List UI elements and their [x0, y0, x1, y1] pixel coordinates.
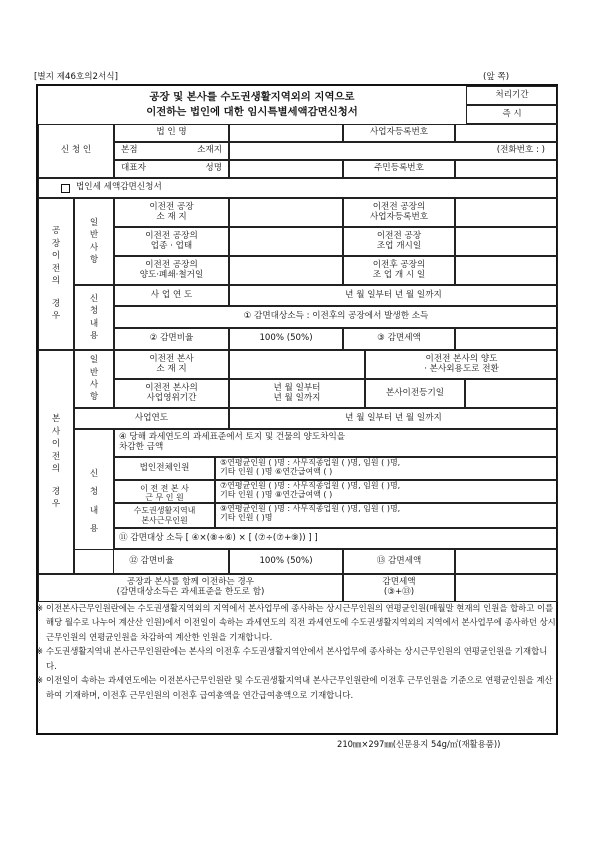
capital-hq-staff-detail[interactable]	[215, 503, 558, 528]
hq-prev-period-field[interactable]	[229, 379, 365, 408]
corp-name-label: 법 인 명	[114, 124, 229, 142]
label-line: 이전전 공장	[376, 230, 422, 241]
hq-transfer-gain-row	[114, 429, 558, 457]
hq-tax-label: ⑬ 감면세액	[343, 549, 455, 574]
label-line: 차감한 금액	[119, 442, 164, 452]
factory-tax-field[interactable]	[455, 328, 558, 350]
biz-reg-no-field[interactable]	[455, 124, 558, 142]
application-title: 법인세 세액감면신청서	[76, 182, 162, 193]
label-line: 본사근무인원	[141, 515, 188, 525]
apply-char: 청	[89, 487, 99, 498]
factory-prev-start-field[interactable]	[455, 227, 558, 256]
both-tax-label	[343, 574, 455, 602]
hq-side-char: 사	[51, 426, 61, 437]
rep-label-b: 성명	[205, 163, 222, 174]
note-item	[36, 601, 558, 644]
hq-biz-year-period[interactable]: 년 월 일부터 년 월 일까지	[229, 408, 558, 429]
general-char: 사	[89, 380, 99, 390]
hq-location-field[interactable]	[229, 142, 558, 160]
label-line: 근 무 인 원	[145, 493, 184, 503]
label-line: 이전전 공장의	[145, 259, 198, 270]
general-char: 반	[89, 367, 99, 378]
note-item	[36, 673, 558, 702]
processing-period-value: 즉 시	[466, 105, 558, 124]
hq-prev-period-label	[114, 379, 229, 408]
apply-char: 내	[89, 318, 99, 329]
apply-char: 용	[89, 330, 99, 341]
corp-total-detail[interactable]	[215, 457, 558, 480]
factory-rate-value: 100% (50%)	[229, 328, 343, 350]
apply-char: 신	[89, 468, 99, 479]
hq-side-char: 이	[51, 439, 61, 450]
factory-side-label	[38, 198, 74, 350]
factory-biz-year-period[interactable]: 년 월 일부터 년 월 일까지	[229, 285, 558, 306]
label-line: 소 재 지	[156, 211, 187, 222]
applicant-section-label: 신 청 인	[38, 124, 114, 178]
hq-side-char: 의	[51, 464, 61, 475]
factory-prev-transfer-label	[114, 256, 229, 285]
factory-prev-bizno-label	[343, 198, 455, 227]
general-char: 일	[89, 217, 99, 228]
corp-total-label: 법인전체인원	[114, 457, 215, 480]
factory-rate-label: ② 감면비율	[114, 328, 229, 350]
factory-after-start-field[interactable]	[455, 256, 558, 285]
prev-hq-staff-detail[interactable]	[215, 480, 558, 503]
note-text: 수도권생활지역내 본사근무인원란에는 본사의 이전후 수도권생활지역안에서 본사업무에 종사하는 상시근무인원의 연평균인원을 기재합니다.	[46, 646, 548, 671]
hq-side-char: 경	[51, 486, 61, 497]
hq-prev-location-label	[114, 350, 229, 379]
factory-prev-location-field[interactable]	[229, 198, 343, 227]
notes-section	[36, 601, 558, 702]
hq-side-char: 본	[51, 414, 61, 425]
label-line: 사업자등록번호	[369, 211, 429, 222]
form-number: [별지 제46호의2서식]	[34, 72, 118, 82]
hq-side-char: 전	[51, 451, 61, 462]
hq-side-label	[38, 350, 74, 574]
note-item	[36, 644, 558, 673]
detail-line: 기타 인원 ( )명 ⑥연간급여액 ( )	[220, 467, 333, 477]
hq-rate-value: 100% (50%)	[229, 549, 343, 574]
hq-transfer-use-label	[365, 350, 558, 379]
factory-side-char: 전	[51, 263, 61, 274]
label-line: 조업 개시일	[376, 240, 422, 251]
factory-after-start-label	[343, 256, 455, 285]
label-line: · 본사외용도로 전환	[424, 363, 499, 374]
resident-no-field[interactable]	[455, 160, 558, 178]
label-line: 이전전 본사의 양도	[425, 353, 498, 364]
hq-formula-row: ⑪ 감면대상 소득 [ ④×(⑧÷⑥) × [ (⑦÷(⑦+⑨)) ] ]	[114, 528, 558, 549]
label-line: 이전전 공장의	[145, 230, 198, 241]
label-line: 조 업 개 시 일	[372, 269, 426, 280]
hq-side-char: 우	[51, 499, 61, 510]
phone-number-label: (전화번호 : )	[496, 145, 545, 156]
rep-label-a: 대표자	[121, 163, 146, 174]
biz-reg-no-label: 사업자등록번호	[343, 124, 455, 142]
factory-prev-industry-label	[114, 227, 229, 256]
factory-side-char: 공	[51, 226, 61, 237]
prev-hq-staff-label	[114, 480, 215, 503]
hq-location-label	[114, 142, 229, 160]
label-line: 소 재 지	[156, 363, 187, 374]
hq-move-date-field[interactable]	[465, 379, 558, 408]
label-line: 이전전 본사의	[145, 382, 198, 393]
hq-rate-label: ⑫ 감면비율	[74, 549, 229, 574]
label-line: 이전전 본사	[149, 353, 194, 364]
label-line: 사업영위기간	[146, 392, 197, 403]
factory-side-char: 장	[51, 238, 61, 249]
label-line: 수도권생활지역내	[133, 506, 196, 516]
note-text: 이전일이 속하는 과세연도에는 이전본사근무인원란 및 수도권생활지역내 본사근무인원란에 이전후 근무인원을 기준으로 연평균인원을 계산하여 기재하며, 이전후 근무인원의 이전후 급여총액을 연간급여총액으로 기재합니다.	[46, 675, 553, 700]
label-line: 공장과 본사를 함께 이전하는 경우	[126, 577, 255, 588]
hq-prev-location-field[interactable]	[229, 350, 365, 379]
label-line: 업종 · 업태	[150, 240, 193, 251]
general-char: 반	[89, 230, 99, 241]
general-char: 항	[89, 392, 99, 403]
detail-line: ⑦연평균인원 ( )명 : 사무직종업원 ( )명, 임원 ( )명,	[220, 481, 401, 490]
hq-label-b: 소재지	[197, 145, 222, 156]
factory-side-char: 이	[51, 251, 61, 262]
detail-line: ⑨연평균인원 ( )명 : 사무직종업원 ( )명, 임원 ( )명,	[220, 504, 401, 513]
checkbox-mark[interactable]	[61, 184, 70, 193]
note-mark: ※	[36, 646, 44, 657]
note-mark: ※	[36, 603, 44, 613]
general-char: 사	[89, 242, 99, 253]
hq-tax-field[interactable]	[455, 549, 558, 574]
detail-line: ⑤연평균인원 ( )명 : 사무직종업원 ( )명, 임원 ( )명,	[220, 458, 401, 467]
corp-name-field[interactable]	[229, 124, 343, 142]
general-char: 항	[89, 254, 99, 265]
both-tax-field[interactable]	[455, 574, 558, 602]
factory-biz-year-label: 사 업 연 도	[114, 285, 229, 306]
factory-prev-transfer-field[interactable]	[229, 256, 343, 285]
hq-biz-year-label: 사업연도	[74, 408, 229, 429]
label-line: 양도·폐쇄·철거일	[139, 269, 204, 280]
note-text: 이전본사근무인원란에는 수도권생활지역외의 지역에서 본사업무에 종사하는 상시근무인원의 연평균인원(매월말 현재의 인원을 합하고 이를 해당 월수로 나누어 계산산 인원)에서 이전일이 속하는 과세연도의 직전 과세연도에 수도권생활지역외의 지역에서 본사업무에 종사하던 상시근무인원의 연평균인원을 차감하여 계산한 인원을 기재합니다.	[46, 603, 556, 642]
apply-char: 내	[89, 505, 99, 516]
general-char: 일	[89, 355, 99, 366]
paper-size-footer: 210㎜×297㎜(신문용지 54g/㎡(재활용품))	[337, 739, 501, 749]
factory-general-label	[74, 198, 114, 285]
label-line: 이전후 공장의	[372, 259, 426, 270]
label-line: ④ 당해 과세연도의 과세표준에서 토지 및 건물의 양도차익을	[119, 432, 346, 443]
factory-tax-label: ③ 감면세액	[343, 328, 455, 350]
detail-line: 기타 인원 ( )명	[220, 513, 273, 523]
apply-char: 청	[89, 306, 99, 317]
factory-prev-bizno-field[interactable]	[455, 198, 558, 227]
both-move-label	[38, 574, 343, 602]
factory-side-char: 의	[51, 276, 61, 287]
representative-field[interactable]	[229, 160, 343, 178]
label-line: 이전전 공장의	[372, 201, 426, 212]
note-mark: ※	[36, 675, 44, 686]
factory-apply-label	[74, 285, 114, 350]
resident-no-label: 주민등록번호	[343, 160, 455, 178]
factory-side-char: 경	[51, 298, 61, 309]
form-title	[38, 86, 466, 124]
title-line-2: 이전하는 법인에 대한 임시특별세액감면신청서	[146, 106, 358, 118]
factory-prev-industry-field[interactable]	[229, 227, 343, 256]
detail-line: 기타 인원 ( )명 ⑧연간급여액 ( )	[220, 490, 333, 500]
factory-income-row: ① 감면대상소득 : 이전후의 공장에서 발생한 소득	[114, 306, 558, 328]
capital-hq-staff-label	[114, 503, 215, 528]
label-line: 이전전 공장	[149, 201, 194, 212]
hq-general-label	[74, 350, 114, 408]
representative-label	[114, 160, 229, 178]
factory-side-char: 우	[51, 311, 61, 322]
factory-prev-location-label	[114, 198, 229, 227]
period-line: 년 월 일부터	[273, 382, 321, 393]
label-line: 이 전 전 본 사	[140, 483, 189, 493]
label-line: (③+⑬)	[383, 587, 415, 597]
hq-label-a: 본점	[121, 145, 138, 156]
period-line: 년 월 일까지	[273, 392, 321, 403]
label-line: (감면대상소득은 과세표준을 한도로 함)	[116, 587, 265, 597]
page-side-label: (앞 쪽)	[483, 72, 510, 82]
hq-move-date-label: 본사이전등기일	[365, 379, 465, 408]
title-line-1: 공장 및 본사를 수도권생활지역외의 지역으로	[149, 90, 355, 103]
factory-prev-start-label	[343, 227, 455, 256]
label-line: 감면세액	[382, 577, 416, 588]
processing-period-label: 처리기간	[466, 86, 558, 105]
apply-char: 용	[89, 523, 99, 534]
application-title-row	[38, 178, 558, 198]
apply-char: 신	[89, 293, 99, 304]
